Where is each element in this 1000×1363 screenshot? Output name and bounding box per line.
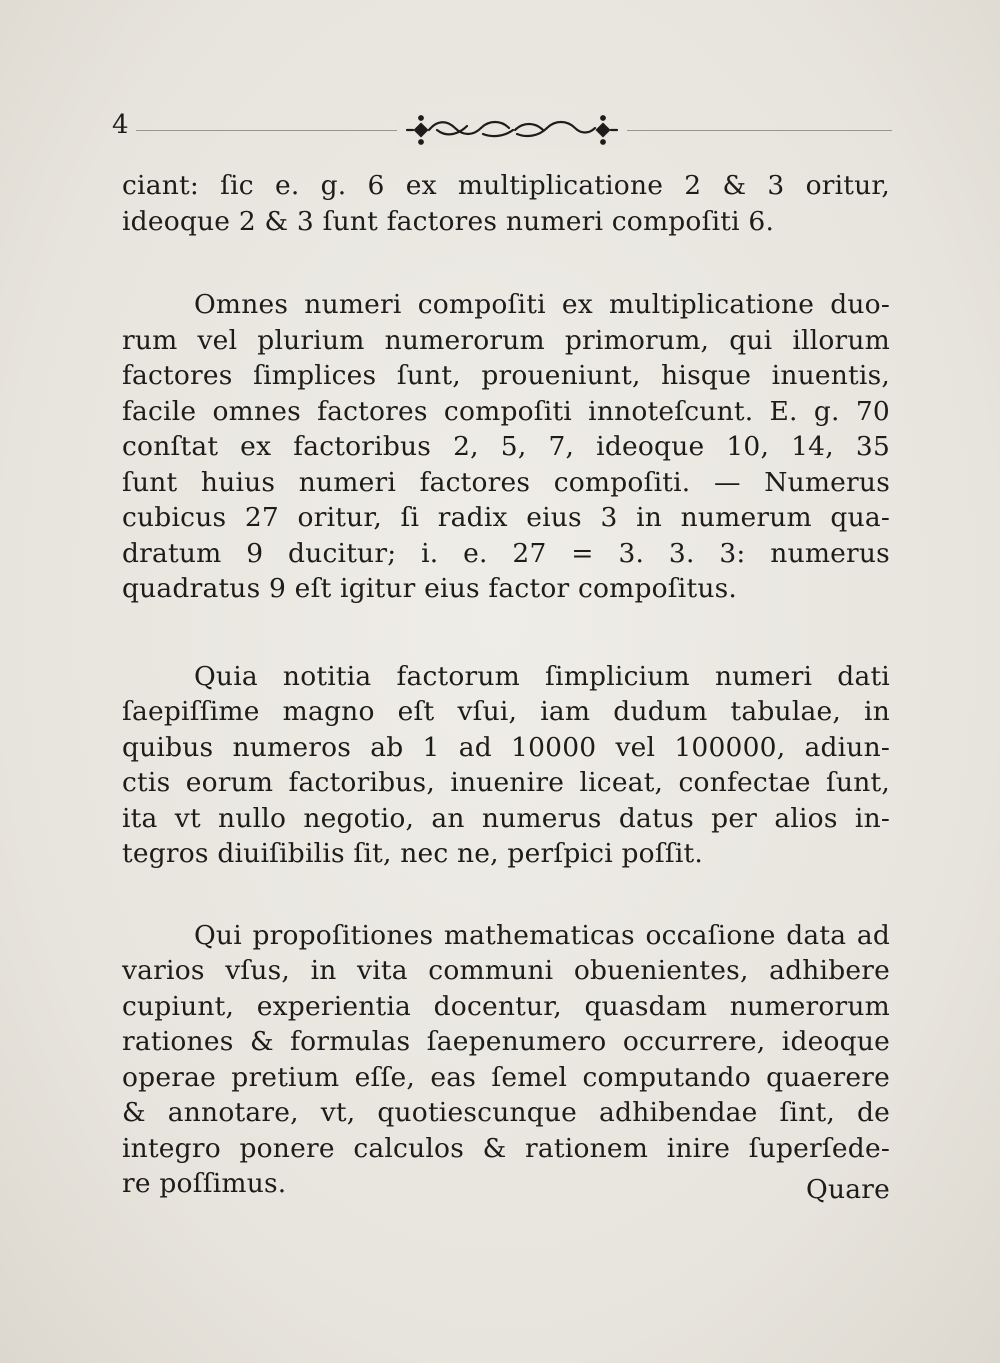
paragraph-3 bbox=[122, 659, 890, 872]
catchword: Quare bbox=[806, 1174, 890, 1205]
text-line: quibus numeros ab 1 ad 10000 vel 100000, adiun- bbox=[122, 731, 890, 763]
text-line: ſunt huius numeri factores compoſiti. — Numerus bbox=[122, 466, 890, 498]
text-line: & annotare, vt, quotiescunque adhibendae ſint, de bbox=[122, 1097, 890, 1128]
text-line: ciant: ſic e. g. 6 ex multiplicatione 2 & 3 oritur, bbox=[122, 170, 890, 201]
text-line: integro ponere calculos & rationem inire ſuperſede- bbox=[122, 1132, 890, 1164]
paragraph-1 bbox=[122, 168, 890, 239]
text-line: facile omnes factores compoſiti innoteſcunt. E. g. 70 bbox=[122, 395, 890, 427]
paragraph-spacer bbox=[122, 239, 890, 287]
text-line: ctis eorum factoribus, inuenire liceat, confectae ſunt, bbox=[122, 767, 890, 798]
paragraph-4 bbox=[122, 918, 890, 1208]
page-header bbox=[112, 108, 892, 148]
text-line: Omnes numeri compoſiti ex multiplicatione duo- bbox=[194, 289, 890, 320]
text-line: Qui propoſitiones mathematicas occaſione data ad bbox=[194, 919, 890, 951]
text-line: cubicus 27 oritur, ſi radix eius 3 in numerum qua- bbox=[122, 502, 890, 533]
text-line: rum vel plurium numerorum primorum, qui illorum bbox=[122, 324, 890, 356]
text-line: re poſſimus. bbox=[122, 1168, 287, 1199]
paragraph-spacer bbox=[122, 872, 890, 918]
text-line: conſtat ex factoribus 2, 5, 7, ideoque 10, 14, 35 bbox=[122, 431, 890, 462]
text-line: quadratus 9 eſt igitur eius factor compoſitus. bbox=[122, 573, 738, 604]
paragraph-2 bbox=[122, 287, 890, 607]
text-line: operae pretium eſſe, eas ſemel computando quaerere bbox=[122, 1061, 890, 1093]
text-line: factores ſimplices ſunt, proueniunt, hisque inuentis, bbox=[122, 360, 890, 391]
paragraph-spacer bbox=[122, 607, 890, 659]
text-line: ideoque 2 & 3 ſunt factores numeri compoſiti 6. bbox=[122, 205, 775, 237]
body-text bbox=[122, 168, 890, 1208]
text-line: cupiunt, experientia docentur, quasdam numerorum bbox=[122, 990, 890, 1022]
text-line: varios vſus, in vita communi obuenientes, adhibere bbox=[122, 955, 890, 986]
page-number: 4 bbox=[112, 110, 129, 140]
text-line: ſaepiſſime magno eſt vſui, iam dudum tabulae, in bbox=[122, 696, 890, 727]
text-line: tegros diuiſibilis ſit, nec ne, perſpici poſſit. bbox=[122, 838, 703, 869]
text-line: rationes & formulas ſaepenumero occurrere, ideoque bbox=[122, 1026, 890, 1057]
typographic-ornament-icon bbox=[397, 112, 627, 146]
text-line: dratum 9 ducitur; i. e. 27 = 3. 3. 3: numerus bbox=[122, 537, 890, 569]
text-line: ita vt nullo negotio, an numerus datus per alios in- bbox=[122, 802, 890, 834]
text-line: Quia notitia factorum ſimplicium numeri dati bbox=[194, 660, 890, 692]
final-line-row bbox=[122, 1166, 890, 1208]
